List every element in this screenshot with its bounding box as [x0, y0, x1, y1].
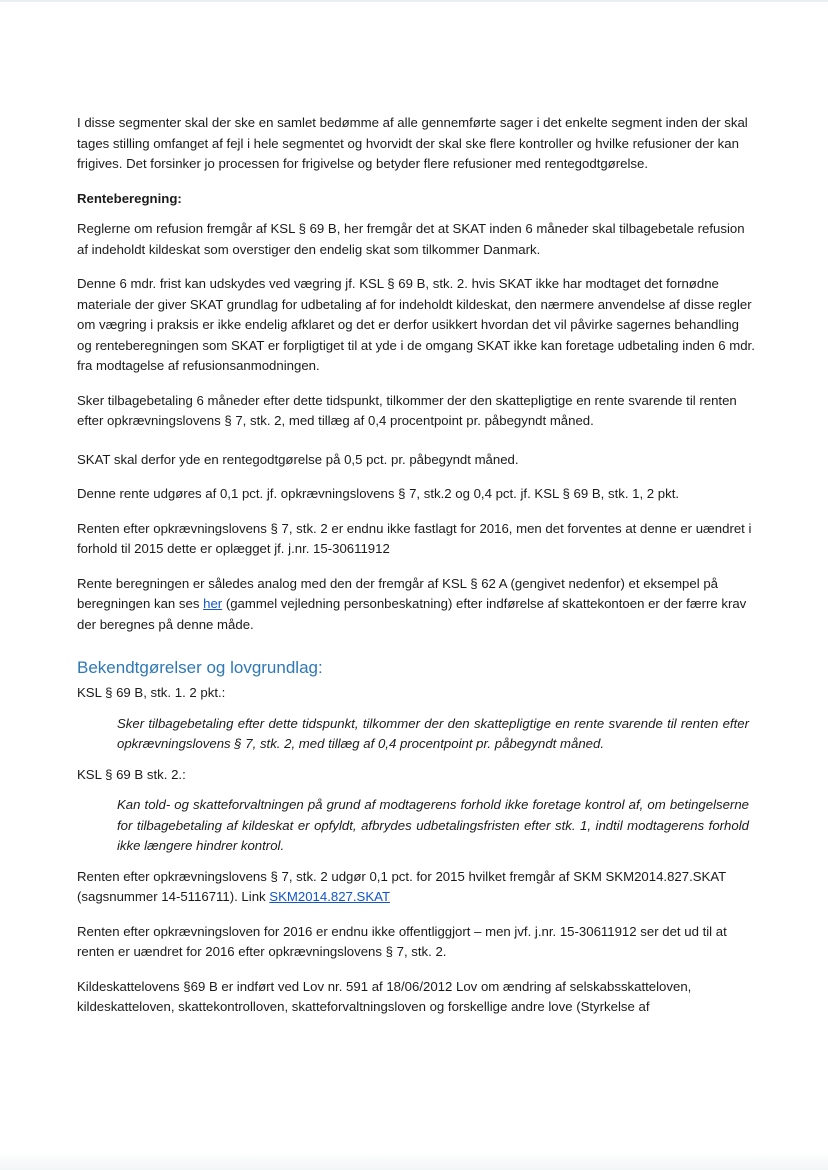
paragraph-rate-2016-unpublished: Renten efter opkrævningsloven for 2016 er endnu ikke offentliggjort – men jvf. j.nr. 15-30611912 ser det ud til at renten er uændret for 2016 efter opkrævningslovens § 7, stk. 2. — [77, 923, 727, 959]
ref1-quote: Sker tilbagebetaling efter dette tidspunkt, tilkommer der den skattepligtige en rente svarende til renten efter opkrævningslovens § 7, stk. 2, med tillæg af 0,4 procentpoint pr. påbegyndt måned. — [117, 715, 749, 751]
paragraph-rate-2015 — [77, 867, 757, 908]
her-link[interactable]: her — [203, 596, 223, 611]
calculation-text-before-link: Rente beregningen er således analog med den der fremgår af KSL § 62 A (gengivet nedenfor) et eksempel på beregningen kan ses — [77, 575, 718, 611]
paragraph-repayment-interest: Sker tilbagebetaling 6 måneder efter dette tidspunkt, tilkommer der den skattepligtige en rente svarende til renten efter opkrævningslovens § 7, stk. 2, med tillæg af 0,4 procentpoint pr. påbegyndt måned. — [77, 392, 737, 428]
section-heading-regulations: Bekendtgørelser og lovgrundlag: — [77, 658, 323, 677]
skm-link[interactable]: SKM2014.827.SKAT — [269, 889, 391, 904]
intro-paragraph: I disse segmenter skal der ske en samlet bedømme af alle gennemførte sager i det enkelte segment inden der skal tages stilling omfanget af fejl i hele segmentet og hvorvidt der skal ske flere kontroller og hvilke refusioner der kan frigives. Det forsinker jo processen for frigivelse og betyder flere refusioner med rentegodtgørelse. — [77, 115, 748, 171]
calculation-text-after-link: (gammel vejledning personbeskatning) efter indførelse af skattekontoen er der færre krav der beregnes på denne måde. — [77, 596, 747, 632]
ref2-quote: Kan told- og skatteforvaltningen på grund af modtagerens forhold ikke foretage kontrol af, om betingelserne for tilbagebetaling af kildeskat er opfyldt, afbrydes udbetalingsfristen efter stk. 1, indtil modtagerens forhold ikke længere hindrer kontrol. — [117, 797, 749, 853]
bottom-edge — [0, 1152, 828, 1170]
paragraph-rate-compensation: SKAT skal derfor yde en rentegodtgørelse på 0,5 pct. pr. påbegyndt måned. — [77, 451, 519, 467]
paragraph-calculation-analog — [77, 574, 757, 636]
paragraph-deadline-postponement: Denne 6 mdr. frist kan udskydes ved vægring jf. KSL § 69 B, stk. 2. hvis SKAT ikke har modtaget det fornødne materiale der giver SKAT grundlag for udbetaling af for indeholdt kildeskat, den nærmere anvendelse af disse regler om vægring i praksis er ikke endelig afklaret og det er derfor usikkert hvordan det vil påvirke sagernes behandling og renteberegningen som SKAT er forpligtiget til at yde i de omgang SKAT ikke kan foretage udbetaling inden 6 mdr. fra modtagelse af refusionsanmodningen. — [77, 276, 755, 373]
rate-2015-text: Renten efter opkrævningslovens § 7, stk. 2 udgør 0,1 pct. for 2015 hvilket fremgår af SKM SKM2014.827.SKAT (sagsnummer 14-5116711). Link — [77, 868, 726, 904]
ref1-label: KSL § 69 B, stk. 1. 2 pkt.: — [77, 685, 226, 700]
top-divider — [0, 0, 828, 2]
paragraph-refusion-rules: Reglerne om refusion fremgår af KSL § 69 B, her fremgår det at SKAT inden 6 måneder skal tilbagebetale refusion af indeholdt kildeskat som overstiger den endelig skat som tilkommer Danmark. — [77, 221, 745, 257]
document-body — [77, 113, 757, 1028]
ref2-label: KSL § 69 B stk. 2.: — [77, 766, 186, 782]
paragraph-rate-2016: Renten efter opkrævningslovens § 7, stk. 2 er endnu ikke fastlagt for 2016, men det forventes at denne er uændret i forhold til 2015 dette er oplægget jf. j.nr. 15-30611912 — [77, 520, 752, 556]
renteberegning-heading: Renteberegning: — [77, 190, 182, 206]
paragraph-rate-composition: Denne rente udgøres af 0,1 pct. jf. opkrævningslovens § 7, stk.2 og 0,4 pct. jf. KSL § 69 B, stk. 1, 2 pkt. — [77, 486, 680, 501]
paragraph-law-introduction: Kildeskattelovens §69 B er indført ved Lov nr. 591 af 18/06/2012 Lov om ændring af selskabsskatteloven, kildeskatteloven, skattekontrolloven, skatteforvaltningsloven og forskellige andre love (Styrkelse af — [77, 978, 692, 1014]
